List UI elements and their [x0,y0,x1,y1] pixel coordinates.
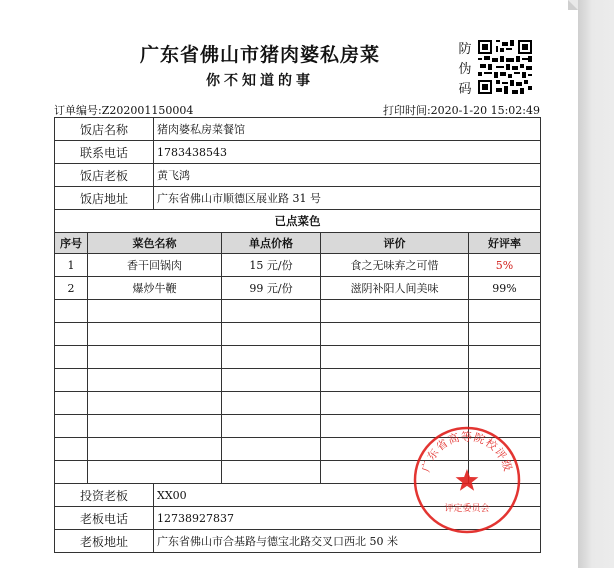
document-title: 广东省佛山市猪肉婆私房菜 [139,44,380,66]
print-time-value: 2020-1-20 15:02:49 [430,104,540,117]
info-label: 饭店地址 [55,187,154,210]
column-header-review: 评价 [321,233,469,254]
order-number [54,102,193,118]
dishes-column-headers [55,233,541,254]
column-header-rate: 好评率 [469,233,541,254]
info-value: 1783438543 [154,141,541,164]
dish-no: 1 [55,254,88,277]
anti-counterfeit-char: 伪 [458,62,472,77]
dishes-section-header [55,210,541,233]
official-seal-stamp [412,425,522,535]
dish-review: 滋阴补阳人间美味 [321,277,469,300]
column-header-name: 菜色名称 [88,233,222,254]
seal-star-icon [456,469,479,491]
info-row-owner [55,164,541,187]
dish-rate: 5% [469,254,541,277]
page-fold [568,0,578,10]
info-value: 广东省佛山市顺德区展业路 31 号 [154,187,541,210]
info-value: 黄飞鸿 [154,164,541,187]
column-header-no: 序号 [55,233,88,254]
dish-name: 香干回锅肉 [88,254,222,277]
qr-code-icon [478,40,532,94]
seal-bottom-text: 评定委员会 [444,504,490,514]
dish-row [55,277,541,300]
dish-row [55,254,541,277]
footer-label: 老板地址 [55,530,154,553]
dish-price: 15 元/份 [222,254,321,277]
print-time [383,102,540,118]
footer-value: 广东省佛山市合基路与德宝北路交叉口西北 50 米 [154,530,541,553]
info-row-address [55,187,541,210]
dishes-section-title: 已点菜色 [55,210,541,233]
info-label: 饭店老板 [55,164,154,187]
order-number-label: 订单编号: [54,104,102,117]
dish-review: 食之无味弃之可惜 [321,254,469,277]
dish-no: 2 [55,277,88,300]
anti-counterfeit-label [457,40,473,100]
info-row-restaurant-name [55,118,541,141]
dish-name: 爆炒牛鞭 [88,277,222,300]
info-value: 猪肉婆私房菜餐馆 [154,118,541,141]
order-number-value: Z202001150004 [101,104,194,117]
empty-dish-row [55,369,541,392]
footer-value: 12738927837 [154,507,541,530]
footer-label: 投资老板 [55,484,154,507]
document-subtitle: 你不知道的事 [206,73,314,89]
print-time-label: 打印时间: [382,104,431,117]
info-label: 饭店名称 [55,118,154,141]
anti-counterfeit-char: 码 [458,82,472,97]
anti-counterfeit-char: 防 [458,42,472,57]
info-row-phone [55,141,541,164]
footer-value: XX00 [154,484,541,507]
empty-dish-row [55,323,541,346]
empty-dish-row [55,346,541,369]
empty-dish-row [55,392,541,415]
dish-rate: 99% [469,277,541,300]
empty-dish-row [55,300,541,323]
viewer-background [578,0,614,568]
seal-ring-text: 广东省高等院校评级 [419,430,515,474]
info-label: 联系电话 [55,141,154,164]
footer-label: 老板电话 [55,507,154,530]
dish-price: 99 元/份 [222,277,321,300]
column-header-price: 单点价格 [222,233,321,254]
